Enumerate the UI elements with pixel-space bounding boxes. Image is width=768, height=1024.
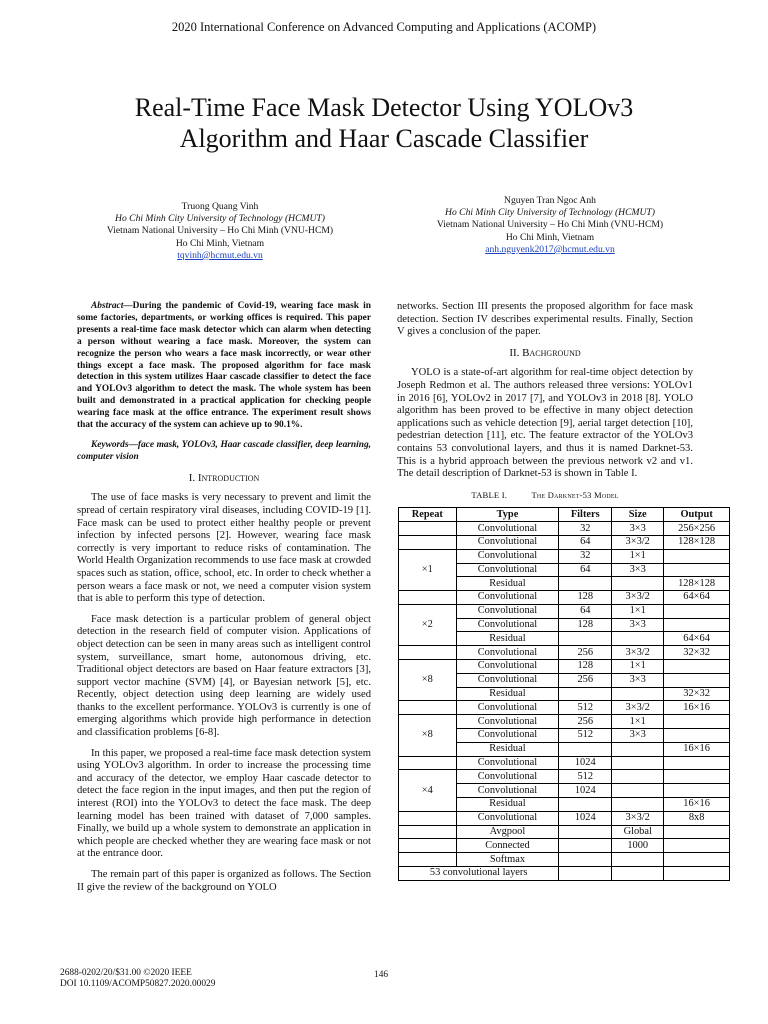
table-cell	[664, 784, 730, 798]
author-city: Ho Chi Minh, Vietnam	[175, 237, 265, 249]
section-heading-background: II. Bachground	[509, 346, 581, 359]
table-cell: 128	[559, 618, 612, 632]
table-cell: 3×3	[612, 522, 664, 536]
table-cell	[664, 549, 730, 563]
table-row	[399, 604, 730, 618]
table-cell: Residual	[456, 687, 559, 701]
table-cell: Convolutional	[456, 784, 559, 798]
table-header-row	[399, 508, 730, 522]
table-cell: 64	[559, 563, 612, 577]
table-row	[399, 811, 730, 825]
table-cell: Convolutional	[456, 756, 559, 770]
table-cell: 512	[559, 701, 612, 715]
author-block-1	[70, 201, 370, 262]
table-title: The Darknet-53 Model	[531, 489, 619, 500]
table-footer-row	[399, 867, 730, 881]
table-cell-repeat: ×8	[399, 715, 457, 756]
table-cell: Convolutional	[456, 660, 559, 674]
author-affiliation: Ho Chi Minh City University of Technology (HCMUT)	[115, 213, 325, 225]
table-cell	[612, 577, 664, 591]
table-cell: 16×16	[664, 742, 730, 756]
table-cell	[612, 853, 664, 867]
keywords: Keywords—face mask, YOLOv3, Haar cascade classifier, deep learning, computer vision	[77, 439, 371, 462]
table-cell: 1×1	[612, 660, 664, 674]
table-header-cell: Output	[664, 508, 730, 522]
footer-left	[60, 968, 215, 990]
table-row	[399, 646, 730, 660]
table-cell	[612, 867, 664, 881]
author-block-2	[400, 195, 700, 256]
table-header-cell: Size	[612, 508, 664, 522]
table-cell: 32×32	[664, 687, 730, 701]
table-cell	[612, 687, 664, 701]
table-header-cell: Repeat	[399, 508, 457, 522]
table-cell: Convolutional	[456, 646, 559, 660]
table-cell: 16×16	[664, 798, 730, 812]
table-cell: 128	[559, 591, 612, 605]
table-row	[399, 522, 730, 536]
table-cell	[664, 673, 730, 687]
table-cell: 32×32	[664, 646, 730, 660]
table-cell: Convolutional	[456, 563, 559, 577]
table-cell: 256×256	[664, 522, 730, 536]
table-cell-repeat	[399, 522, 457, 536]
table-row	[399, 701, 730, 715]
author-name: Nguyen Tran Ngoc Anh	[504, 195, 596, 206]
table-cell	[664, 770, 730, 784]
table-cell: 3×3/2	[612, 646, 664, 660]
table-cell: 3×3	[612, 563, 664, 577]
table-cell: Global	[612, 825, 664, 839]
table-cell	[664, 867, 730, 881]
table-cell: Convolutional	[456, 701, 559, 715]
author-email-link[interactable]: anh.nguyenk2017@hcmut.edu.vn	[485, 243, 615, 255]
table-cell	[664, 618, 730, 632]
table-cell: Residual	[456, 798, 559, 812]
table-row	[399, 591, 730, 605]
table-cell	[612, 756, 664, 770]
copyright: 2688-0202/20/$31.00 ©2020 IEEE	[60, 968, 192, 978]
left-column	[77, 301, 371, 902]
table-cell	[664, 839, 730, 853]
table-cell-repeat: ×2	[399, 604, 457, 645]
table-cell	[559, 853, 612, 867]
table-cell	[664, 715, 730, 729]
table-cell	[664, 756, 730, 770]
table-cell: Convolutional	[456, 591, 559, 605]
table-label: TABLE I.	[471, 489, 508, 500]
table-cell-repeat: ×1	[399, 549, 457, 590]
table-cell: 3×3	[612, 673, 664, 687]
table-cell: 512	[559, 770, 612, 784]
table-cell-repeat	[399, 825, 457, 839]
table-cell: 512	[559, 729, 612, 743]
table-cell: 64×64	[664, 591, 730, 605]
table-cell: 8x8	[664, 811, 730, 825]
page-number: 146	[374, 970, 389, 980]
paper-title-line1: Real-Time Face Mask Detector Using YOLOv3	[134, 93, 634, 122]
table-cell: 128	[559, 660, 612, 674]
table-cell	[559, 825, 612, 839]
table-row	[399, 535, 730, 549]
table-cell	[559, 632, 612, 646]
table-row	[399, 549, 730, 563]
table-cell: Convolutional	[456, 729, 559, 743]
table-cell: Softmax	[456, 853, 559, 867]
table-cell	[612, 742, 664, 756]
table-cell: 64	[559, 535, 612, 549]
author-name: Truong Quang Vinh	[181, 201, 259, 212]
table-cell: Convolutional	[456, 522, 559, 536]
table-caption	[397, 489, 693, 502]
table-cell: Convolutional	[456, 604, 559, 618]
table-cell: 256	[559, 646, 612, 660]
author-affiliation: Ho Chi Minh City University of Technology (HCMUT)	[445, 207, 655, 219]
table-row	[399, 839, 730, 853]
table-cell	[664, 825, 730, 839]
table-cell: 1024	[559, 756, 612, 770]
table-cell: 3×3/2	[612, 535, 664, 549]
table-cell: 64×64	[664, 632, 730, 646]
table-cell	[664, 563, 730, 577]
paragraph: The use of face masks is very necessary to prevent and limit the spread of certain respiratory viral diseases, including COVID-19 [1]. Face mask can be used to protect either healthy people or prevent infection by infected persons [2]. However, wearing face mask correctly is very important to reduce risks of contamination. The World Health Organization recommends to use face mask at crowded spaces such as station, office, school, etc. In order to check whether a person wears a face mask or not, we need a computer vision system that is able to perform this type of detection.	[77, 492, 372, 605]
table-cell	[664, 729, 730, 743]
table-cell	[559, 742, 612, 756]
author-university: Vietnam National University – Ho Chi Minh (VNU-HCM)	[106, 225, 334, 237]
table-cell: Convolutional	[456, 673, 559, 687]
table-cell	[559, 867, 612, 881]
table-cell	[559, 839, 612, 853]
darknet-table	[398, 507, 730, 881]
table-row	[399, 825, 730, 839]
table-cell: 3×3/2	[612, 591, 664, 605]
table-header-cell: Filters	[559, 508, 612, 522]
table-cell-repeat	[399, 756, 457, 770]
table-cell: 3×3/2	[612, 701, 664, 715]
table-cell: Avgpool	[456, 825, 559, 839]
table-cell: 256	[559, 673, 612, 687]
table-row	[399, 770, 730, 784]
table-cell: 1024	[559, 811, 612, 825]
author-email-link[interactable]: tqvinh@hcmut.edu.vn	[177, 249, 263, 261]
table-cell: Residual	[456, 632, 559, 646]
table-cell: Residual	[456, 742, 559, 756]
author-city: Ho Chi Minh, Vietnam	[505, 231, 595, 243]
table-cell	[664, 853, 730, 867]
table-cell: Residual	[456, 577, 559, 591]
table-cell-repeat	[399, 535, 457, 549]
conference-header: 2020 International Conference on Advanced Computing and Applications (ACOMP)	[171, 20, 597, 34]
doi: DOI 10.1109/ACOMP50827.2020.00029	[60, 979, 216, 989]
abstract-text: —During the pandemic of Covid-19, wearing face mask in some factories, departments, or working offices is required. This paper presents a real-time face mask detector which can alarm when detecting a person without wearing a face mask. Moreover, the system can recognize the person who wears a face mask incorrectly, or wear other things except a face mask. The proposed algorithm for face mask detection in this system utilizes Haar cascade classifier to detect the face and YOLOv3 algorithm to detect the mask. The whole system has been built and demonstrated in a practical application for checking people wearing face mask at the office entrance. The experiment result shows that the accuracy of the system can achieve up to 90.1%.	[77, 301, 371, 431]
table-cell-repeat	[399, 811, 457, 825]
table-cell: Connected	[456, 839, 559, 853]
section-heading-introduction: I. Introduction	[188, 471, 260, 484]
table-cell	[559, 798, 612, 812]
table-cell	[664, 660, 730, 674]
table-cell: 32	[559, 549, 612, 563]
paragraph: Face mask detection is a particular problem of general object detection in the research field of computer vision. Applications of object detection can be seen in many areas such as intelligent control system, surveillance, smart home, autonomous driving, etc. Traditional object detectors are based on Haar feature extractors [3], support vector machine (SVM) [4], or Bayesian network [5], etc. Recently, object detection using deep learning are widely used thanks to the excellent performance. YOLOv3 is currently is one of emerging algorithms which provide high performance in detection and classification problems [6-8].	[77, 613, 371, 739]
table-cell-repeat: ×8	[399, 660, 457, 701]
paragraph: networks. Section III presents the proposed algorithm for face mask detection. Section IV describes experimental results. Finally, Section V gives a conclusion of the paper.	[397, 301, 693, 338]
table-row	[399, 756, 730, 770]
table-cell-repeat	[399, 839, 457, 853]
abstract-lead: Abstract	[91, 301, 124, 311]
table-cell	[612, 632, 664, 646]
abstract	[77, 301, 371, 432]
table-cell	[612, 770, 664, 784]
table-cell-repeat	[399, 646, 457, 660]
table-header-cell: Type	[456, 508, 559, 522]
table-cell: 16×16	[664, 701, 730, 715]
table-cell: 3×3	[612, 729, 664, 743]
table-cell: 128×128	[664, 535, 730, 549]
table-cell: Convolutional	[456, 715, 559, 729]
table-cell: 1×1	[612, 549, 664, 563]
table-row	[399, 660, 730, 674]
table-cell-repeat	[399, 853, 457, 867]
table-cell: 3×3	[612, 618, 664, 632]
table-cell	[664, 604, 730, 618]
author-university: Vietnam National University – Ho Chi Minh (VNU-HCM)	[436, 219, 664, 231]
table-cell: 1024	[559, 784, 612, 798]
table-cell: 128×128	[664, 577, 730, 591]
right-column	[397, 301, 716, 881]
table-cell-repeat: ×4	[399, 770, 457, 811]
table-cell: Convolutional	[456, 618, 559, 632]
paper-title-line2: Algorithm and Haar Cascade Classifier	[179, 124, 589, 153]
table-cell: 64	[559, 604, 612, 618]
table-row	[399, 853, 730, 867]
table-row	[399, 715, 730, 729]
table-cell: Convolutional	[456, 770, 559, 784]
paper-title	[60, 92, 708, 154]
table-cell	[612, 784, 664, 798]
table-cell-repeat	[399, 701, 457, 715]
table-cell: 3×3/2	[612, 811, 664, 825]
table-cell: 1000	[612, 839, 664, 853]
table-cell: 1×1	[612, 604, 664, 618]
table-cell: 1×1	[612, 715, 664, 729]
table-cell	[612, 798, 664, 812]
table-cell	[559, 687, 612, 701]
table-cell-repeat	[399, 591, 457, 605]
paragraph: The remain part of this paper is organized as follows. The Section II give the review of the background on YOLO	[77, 869, 371, 893]
table-cell: Convolutional	[456, 811, 559, 825]
table-cell: 256	[559, 715, 612, 729]
table-footer-cell: 53 convolutional layers	[399, 867, 559, 881]
paragraph: YOLO is a state-of-art algorithm for real-time object detection by Joseph Redmon et al. The authors released three versions: YOLOv1 in 2016 [6], YOLOv2 in 2017 [7], and YOLOv3 in 2018 [8]. YOLO algorithm has been proved to be effective in many object detection applications such as vehicle detection [9], aerial target detection [10], pedestrian detection [11], etc. The feature extractor of the YOLOv3 contains 53 convolutional layers, and thus it is named Darknet-53. This is a hybrid approach between the previous network v2 and v1. The detail description of Darknet-53 is shown in Table I.	[397, 367, 693, 480]
table-cell: Convolutional	[456, 535, 559, 549]
paragraph: In this paper, we proposed a real-time face mask detection system using YOLOv3 algorithm. In order to increase the processing time and accuracy of the detector, we employ Haar cascade detector to detect the face region in the input images, and then put the region of interest (ROI) into the YOLOv3 to detect the face mask. The deep learning model has been trained with dataset of 7,000 samples. Finally, we build up a whole system to demonstrate an application in which people are checked whether they are wearing face mask or not at the entrance door.	[77, 747, 371, 860]
table-cell: 32	[559, 522, 612, 536]
table-cell: Convolutional	[456, 549, 559, 563]
table-cell	[559, 577, 612, 591]
